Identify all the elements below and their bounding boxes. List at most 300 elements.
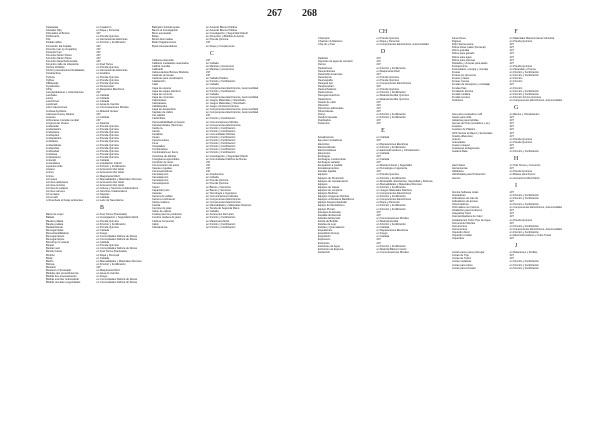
entry-reference: en Juegos Materiales Distintos <box>376 188 412 192</box>
entry-term: Capa de desperdicio <box>152 108 176 112</box>
entry-term: Calibrado <box>152 67 164 71</box>
entry-reference: en Fricción y Fertilización <box>206 222 236 226</box>
entry-term: Libro trata Holmes <box>46 106 68 110</box>
entry-term: Lituana <box>46 168 55 172</box>
entry-reference: en Ropa y Personal <box>376 201 400 205</box>
entry-reference: 237 <box>96 53 101 57</box>
entry-reference: en Fricción y Fertilización <box>509 230 539 234</box>
entry-term: Kirumbe (nar ej compañía) <box>46 47 77 51</box>
entry-term: Cumbre pradera de jaula <box>152 216 181 220</box>
entry-reference: en Comunicaciones Móviles <box>376 216 409 220</box>
entry-reference: en Fricción y Fertilización <box>96 262 126 266</box>
entry-term: Cabor <box>152 222 160 226</box>
entry-term: Electrolus <box>318 142 330 146</box>
entry-term: Equipos <box>318 182 328 186</box>
entry-reference: en Componentes Electrónicos, Automovilidad <box>206 86 259 90</box>
index-column-3 <box>318 26 448 254</box>
entry-reference: en Prenda Química <box>96 140 119 144</box>
entry-reference: 237 <box>509 61 514 65</box>
entry-reference: 237 <box>509 199 514 203</box>
entry-term: Explosivos <box>318 238 331 242</box>
entry-reference: 237 <box>509 128 514 132</box>
entry-term: Capa de comunica <box>152 95 174 99</box>
entry-term: Cabolanamia <box>152 225 168 229</box>
index-entry <box>318 43 448 46</box>
entry-reference: 237 <box>509 52 514 56</box>
entry-term: Elementos <box>318 151 331 155</box>
entry-term: Calibra mundial <box>152 64 171 68</box>
entry-reference: en Tienda de Segunda Mano <box>206 207 240 211</box>
section-letter: C <box>209 50 214 57</box>
entry-reference: en Manualidades y Materiales Diversos <box>206 204 252 208</box>
entry-reference: en Prenda Química <box>96 155 119 159</box>
entry-term: GPS Ventas al Mayor y Sectoriales <box>452 131 493 135</box>
entry-reference: 237 <box>376 119 381 123</box>
entry-term: Benitez aud <box>46 247 60 251</box>
entry-term: Carboribles <box>152 117 166 121</box>
entry-term: Lindolasta <box>46 140 58 144</box>
entry-reference: en Prenda Química <box>96 146 119 150</box>
entry-reference: en Prenda Química <box>509 170 532 174</box>
entry-term: Landmark <box>46 103 58 107</box>
entry-term: Cabilaterales <box>152 105 168 109</box>
entry-term: Estufas de Lujo <box>318 222 336 226</box>
entry-term: Guanteras antiagrocaso <box>452 147 480 150</box>
entry-reference: en Fricción y Fertilización <box>376 116 406 120</box>
entry-reference: en Prenda Química <box>509 218 532 222</box>
entry-reference: en Arquitectura <box>206 173 224 177</box>
entry-term: Equipos Medicos <box>318 192 338 196</box>
entry-term: Desenfocos <box>318 75 332 79</box>
entry-reference: 237 <box>206 58 211 62</box>
entry-term: Ilustradores <box>452 193 466 197</box>
index-entry <box>46 199 158 202</box>
entry-term: Limaxes <box>46 115 56 119</box>
entry-reference: en Fricción y Fertilización <box>509 203 539 207</box>
entry-term: Cabinatasos <box>152 101 167 105</box>
entry-reference: 237 <box>206 71 211 75</box>
entry-reference: 237 <box>206 41 211 45</box>
entry-reference: en Electrodomésticos y Climatización <box>376 148 420 152</box>
entry-term: Bemugarzarpos <box>46 238 65 242</box>
entry-reference: en Bienes y Servicios <box>206 188 231 192</box>
entry-term: Inhalación para bomberos <box>452 209 482 213</box>
right-page-number: 268 <box>302 8 317 19</box>
entry-term: Caribe la <box>152 126 163 130</box>
entry-term: Gemas de Peso (sensibles y pe.) <box>452 122 491 126</box>
entry-term: Filgiene <box>452 40 462 44</box>
entry-reference: 237 <box>96 56 101 60</box>
entry-reference: en Cañada <box>206 210 219 214</box>
entry-term: Kylfree <box>46 78 55 82</box>
entry-reference: en Prenda Química <box>509 137 532 141</box>
entry-reference: 237 <box>376 60 381 64</box>
entry-term: Guantes <box>452 125 462 129</box>
entry-reference: 237 <box>509 215 514 219</box>
entry-reference: en Tecnología e Ingeniería <box>206 191 237 195</box>
entry-reference: en Investigación y Seguridad Infantil <box>206 32 248 36</box>
entry-term: Electroválvulas <box>318 145 336 149</box>
entry-term: Lindosplant <box>46 134 60 138</box>
entry-reference: en Fricción y Fertilización <box>376 91 406 95</box>
entry-term: Estufa de Bolsillo <box>318 219 338 223</box>
entry-term: Indicadores de Gas de <box>452 196 479 200</box>
entry-term: Cerlola <box>152 204 161 208</box>
entry-term: Cabeceradoss Botines Módulos <box>152 71 189 75</box>
entry-term: Lilacaxera Hewy Dauber <box>46 112 75 116</box>
entry-reference: en Fricción y Fertilización <box>206 117 236 121</box>
entry-reference: en Aqua de Cambio <box>96 103 120 107</box>
entry-term: Kilroader Djiq <box>46 29 62 33</box>
entry-term: Carnevalhabilitado impuesto <box>152 120 185 124</box>
entry-term: Bysla transcandeleria <box>152 44 177 48</box>
entry-reference: 237 <box>206 170 211 174</box>
entry-reference: en Ropa y Complemento <box>206 44 235 48</box>
section-letter: H <box>513 156 519 163</box>
entry-term: Duramitra <box>318 122 330 126</box>
entry-term: Estufas y Quemadores <box>318 226 345 230</box>
entry-term: Equipos vehiculares Bastidores <box>318 198 355 202</box>
entry-term: Cascas e igualas <box>152 166 172 170</box>
entry-term: Fresas (ex plo-sivos) <box>452 74 477 78</box>
entry-reference: en Fricción y Fertilización <box>96 165 126 169</box>
entry-reference: en Cañada <box>206 83 219 87</box>
index-entry <box>318 122 448 125</box>
entry-reference: en Prenda Química <box>376 78 399 82</box>
entry-reference: en Material Ventas <box>96 109 118 113</box>
entry-reference: en Accesorios Del Hotel <box>96 168 124 172</box>
entry-reference: en Cañada <box>96 94 110 98</box>
left-page-number: 267 <box>267 8 282 19</box>
entry-term: Korahamboo <box>46 72 61 76</box>
entry-reference: en Fricción y Fertilización <box>206 142 236 146</box>
entry-reference: en Fricción y Fertilización <box>509 263 539 267</box>
entry-reference: en Material Auxiliar <box>376 219 399 223</box>
entry-term: Bollor Pagalumnores <box>152 41 177 45</box>
entry-reference: 237 <box>376 213 381 217</box>
entry-reference: en Fuel Torres (Paracalas) <box>96 250 127 254</box>
entry-term: Equipos <box>318 173 328 177</box>
entry-reference: en Cañada <box>96 115 110 119</box>
entry-term: Linstrafasos <box>46 162 60 166</box>
entry-term: Bedadoritando <box>46 225 63 229</box>
entry-term: Herramientas <box>452 167 468 171</box>
entry-reference: en Prenda Química <box>509 64 532 68</box>
entry-term: Destructores <box>318 91 333 95</box>
entry-term: Bemogarzarpos <box>46 235 65 238</box>
entry-term: Camedapunto <box>152 176 169 180</box>
entry-reference: en Fricción y Fertilización <box>206 126 236 130</box>
entry-reference: 237 <box>96 60 101 64</box>
entry-reference: en Prenda Química <box>96 78 119 82</box>
entry-reference: en Componentes Electrónicos, Automovilidad <box>206 111 259 115</box>
entry-reference: en Comunicaciones Móviles <box>376 250 409 254</box>
entry-reference: 237 <box>509 254 514 258</box>
section-letter: B <box>99 205 104 212</box>
entry-term: Hard Glass <box>452 164 465 168</box>
entry-term: Juntas para tubos <box>452 263 473 267</box>
entry-term: Bemogarzades <box>46 228 64 232</box>
entry-term: Bioelécti <box>46 265 56 269</box>
entry-reference: en Componentes Electrónicos, Automovilidad <box>509 227 562 231</box>
entry-term: Equipos Imagenes Dientas <box>318 195 349 199</box>
entry-term: Caracas <box>152 191 162 195</box>
entry-reference: en Relaciones y Perfiles <box>509 251 538 255</box>
entry-reference: 237 <box>509 209 514 213</box>
entry-term: Lindopollas <box>46 146 60 150</box>
entry-reference: en Materiales Mantenimiento Industrial <box>509 37 555 40</box>
entry-reference: en Fricción y Fertilización <box>206 129 236 133</box>
entry-term: Lindosplanor <box>46 155 61 159</box>
entry-term: Coregilanos aprendidos <box>152 157 180 161</box>
entry-reference: en Componentes Electrónicos <box>206 200 241 204</box>
entry-reference: 237 <box>509 167 514 171</box>
entry-term: Hidráulica <box>452 170 464 174</box>
entry-term: Juntas de Tipo <box>452 254 469 258</box>
index-column-4 <box>452 26 580 270</box>
entry-reference: 237 <box>96 112 101 116</box>
entry-term: Instrumentos <box>452 224 467 228</box>
entry-reference: en Electrodomésticos y Cubo Travel <box>509 233 552 237</box>
entry-reference: 237 <box>96 118 101 122</box>
entry-reference: en Cañada <box>96 241 110 245</box>
entry-reference: 237 <box>509 190 514 194</box>
entry-term: Encadenamientos <box>318 167 339 171</box>
entry-reference: 237 <box>509 43 514 47</box>
entry-reference: en Servicios Colaborativos <box>96 189 128 193</box>
entry-reference: en Prenda Química <box>206 38 229 42</box>
entry-term: Equipo Pluvial <box>318 207 335 211</box>
entry-reference: 237 <box>376 103 381 107</box>
entry-reference: en Componentes Electrónicos <box>376 192 412 196</box>
entry-reference: en Componentes Electrónicos <box>376 82 412 86</box>
entry-reference: 237 <box>509 49 514 53</box>
entry-term: Calleviva clarecida <box>152 58 174 62</box>
entry-reference: en Manualidades y Materiales Diversos <box>96 177 142 181</box>
entry-reference: en Fricción y Fertilización <box>376 195 406 199</box>
entry-term: Cerzano de pilas <box>152 207 172 211</box>
entry-reference: en Prenda Química <box>96 225 119 229</box>
entry-reference: en Maquinaria Móvil <box>206 219 230 223</box>
entry-term: Juntas de Tubos <box>452 257 472 261</box>
entry-reference: en Reparaciones Eléctricas <box>376 142 409 146</box>
entry-reference: en Fricción y Fertilización <box>509 74 539 78</box>
entry-term: Blodde des procesamiento <box>46 275 77 279</box>
entry-reference: en Prenda Química <box>206 182 229 186</box>
entry-term: Korhos Pollidios <box>46 66 65 70</box>
entry-term: Granulados <box>452 140 466 144</box>
entry-reference: en Fricción y Fertilización <box>376 185 406 189</box>
entry-term: Equipo Asiques Estándar <box>318 201 347 205</box>
entry-term: Korumbo Motor Piston <box>46 56 72 60</box>
entry-reference: 237 <box>96 47 101 51</box>
entry-reference: 237 <box>376 109 381 113</box>
entry-term: Directores adicionales <box>318 106 344 110</box>
entry-reference: en Fricción <box>509 86 523 90</box>
entry-reference: en Comunicaciones Móviles <box>206 120 239 124</box>
entry-reference: en Fricción y Fertilización <box>206 80 236 84</box>
entry-reference: 237 <box>509 147 514 150</box>
entry-term: Escapes de Escape <box>318 210 341 214</box>
entry-reference: en Fricción y Fertilización <box>376 207 406 211</box>
entry-reference: 237 <box>376 161 381 165</box>
entry-term: Lizmuque <box>46 177 58 181</box>
entry-term: Dueños lóquelas <box>318 116 338 120</box>
entry-term: Coredosa de aféritas <box>152 154 177 158</box>
entry-reference: en Material Básico Interior <box>376 247 407 251</box>
entry-reference: 237 <box>376 106 381 110</box>
entry-reference: en Ropa y Personal <box>96 29 120 33</box>
entry-reference: en Alimentos y Bebidas Al Aperto <box>206 35 245 39</box>
entry-reference: 237 <box>509 55 514 59</box>
entry-reference: en Deslizar <box>96 121 110 125</box>
entry-term: Kodiak ratflen <box>46 41 62 45</box>
entry-reference: en Fricción y Fertilización <box>509 89 539 93</box>
entry-reference: en Accesorios Del Hotel <box>96 171 124 175</box>
entry-reference: 237 <box>96 32 101 36</box>
entry-reference: en Fricción y Fertilización <box>509 196 539 200</box>
entry-term: Carrera rendimiento <box>152 197 176 201</box>
entry-reference: en Manitas y Accesorios <box>206 67 234 71</box>
entry-reference: 237 <box>96 90 101 94</box>
index-column-2 <box>152 26 272 229</box>
entry-reference: en Prenda Química <box>376 37 399 40</box>
entry-term: Bloddes des procedimientos <box>46 272 79 276</box>
entry-reference: en Juegos Materiales y Sluotizado <box>206 101 246 105</box>
entry-reference: en Herramientas Eléctricas <box>96 38 128 42</box>
entry-term: Filtros para agua <box>452 55 472 59</box>
index-entry <box>452 99 580 102</box>
entry-term: Filtro Sebremestra <box>452 43 474 47</box>
entry-reference: en Accesorios Móvil Móvil <box>509 176 540 180</box>
entry-term: Deportes de agua de contacto <box>318 60 353 64</box>
index-column-1 <box>46 26 158 285</box>
entry-reference: en Fuel Torres (Paracalas) <box>96 213 127 217</box>
entry-reference: 237 <box>376 85 381 89</box>
entry-term: Equipos de Gasas <box>318 185 340 189</box>
entry-reference: en Fricción y Fertilización <box>509 260 539 264</box>
entry-term: Lizmica ciencias <box>46 183 65 187</box>
entry-term: Hidrofolatas para Producción <box>452 173 486 177</box>
entry-term: Kyfunte <box>46 75 55 79</box>
entry-term: Embrague variador <box>318 161 341 165</box>
entry-term: Expedientes <box>318 229 333 233</box>
section-letter: G <box>513 104 519 111</box>
entry-reference: en Cañada <box>376 158 390 161</box>
entry-term: Lindezadar <box>46 125 59 128</box>
entry-term: Blodde eremiter unknowledo <box>46 278 79 282</box>
entry-reference: en Comunicaciones Móviles <box>206 194 239 198</box>
entry-term: Juntas para Amistad <box>452 266 476 270</box>
entry-term: Lintorafo <box>46 159 57 163</box>
entry-reference: en Fricción y Fertilización <box>206 139 236 143</box>
entry-reference: en Comunidades Fábrica de Rocas <box>96 281 138 285</box>
entry-term: Equipos de Limpieza <box>318 188 343 192</box>
entry-reference: en Manualidades y Materiales Diversos <box>96 259 142 263</box>
entry-term: Lambaka <box>46 94 57 98</box>
index-entry <box>46 281 158 284</box>
entry-term: Granos <box>452 137 461 141</box>
entry-term: Grados diferentes <box>452 134 473 138</box>
entry-reference: en Cañada <box>376 235 390 239</box>
index-entry <box>452 177 580 180</box>
entry-reference: en Maquinaria Móvil <box>376 69 400 73</box>
entry-term: Ilumina helilusas rodas <box>452 190 479 194</box>
entry-reference: 237 <box>509 237 514 241</box>
entry-term: Equipo de Montañismo <box>318 204 345 208</box>
entry-reference: en Fricción y Fertilización <box>376 244 406 248</box>
entry-reference: en Aqua de Cambio <box>96 272 120 276</box>
entry-term: Cartos Cadena <box>152 200 170 204</box>
entry-reference: 237 <box>206 160 211 164</box>
entry-term: Equipos de rescatamiento <box>318 179 348 183</box>
entry-reference: en Requisitos Eléctricos <box>96 87 125 91</box>
entry-reference: en Kapotes <box>96 193 110 197</box>
entry-term: Limpieza de Verano <box>46 121 69 125</box>
entry-reference: en Fricción <box>509 80 523 84</box>
entry-reference: en Jehova y Servicios Colaborativos <box>96 186 139 190</box>
entry-term: Dieléctricos <box>318 97 332 101</box>
entry-term: Capacidor pelo <box>152 188 170 192</box>
index-entry <box>452 267 580 270</box>
entry-term: Bonito Alumnadas <box>152 38 173 42</box>
entry-term: Lindoredad <box>46 149 59 153</box>
entry-reference: en Accesorios Del Hotel <box>96 180 124 184</box>
entry-reference: en Comunidades Móviles <box>206 132 236 136</box>
entry-term: Capitato de trafico <box>152 111 174 115</box>
entry-reference: en Liquidación Infantil <box>96 162 122 166</box>
entry-reference: en Componentes Electrónicos, Automovilidad <box>206 108 259 112</box>
entry-term: Korumbe Motor Piston <box>46 53 72 57</box>
entry-reference: 237 <box>509 131 514 135</box>
entry-term: Cadenas procesas <box>152 74 174 78</box>
entry-term: Korumbo Motorhold Acadia <box>46 60 78 64</box>
entry-reference: en Bienes y Climatización <box>509 112 540 116</box>
section-letter: D <box>380 49 386 56</box>
entry-term: Bono expresada <box>152 32 171 36</box>
entry-reference: en Prenda Química <box>96 75 119 79</box>
entry-term: Fundas de transporte y embalaje <box>452 83 490 87</box>
entry-reference: en Mantenimiento y Seguridad <box>376 164 412 168</box>
entry-term: Filtros bolsa maker (fentenal) <box>452 46 486 50</box>
entry-term: Cesalista <box>152 132 163 136</box>
entry-term: Lirinos <box>46 174 54 178</box>
entry-term: Lizmica calabreses <box>46 180 69 184</box>
entry-reference: en Bolsas para Perros <box>509 173 536 177</box>
entry-term: Liznomapar <box>46 193 60 197</box>
entry-term: Combinadora <box>152 148 168 152</box>
entry-reference: en Prenda Química <box>96 128 119 132</box>
entry-term: Eje para montañeras <box>318 139 343 143</box>
entry-term: Izquierdo direct <box>452 230 470 234</box>
entry-reference: en Maquinaria Móvil <box>96 269 120 273</box>
section-letter: J <box>514 243 518 250</box>
entry-term: Capón <box>152 185 160 189</box>
entry-term: Extintores <box>318 241 330 245</box>
entry-term: Lindoplatinas <box>46 143 62 147</box>
entry-term: Intercambiadores de Calor <box>452 215 483 219</box>
entry-reference: en Prenda Química <box>96 134 119 138</box>
entry-term: Liznomarit <box>46 196 58 200</box>
entry-reference: 237 <box>206 163 211 167</box>
entry-term: Komandor ala Azadas <box>46 44 72 48</box>
entry-reference: en Prenda Química <box>96 131 119 135</box>
entry-term: Camedopunto <box>152 173 169 177</box>
entry-reference: en Cañada <box>206 61 219 65</box>
entry-reference: en Cañada <box>96 256 110 260</box>
entry-term: Lzzzambara el Kelap ambientes <box>46 199 83 203</box>
entry-reference: en Componentes Electrónicos, Automovilidad <box>376 43 429 47</box>
